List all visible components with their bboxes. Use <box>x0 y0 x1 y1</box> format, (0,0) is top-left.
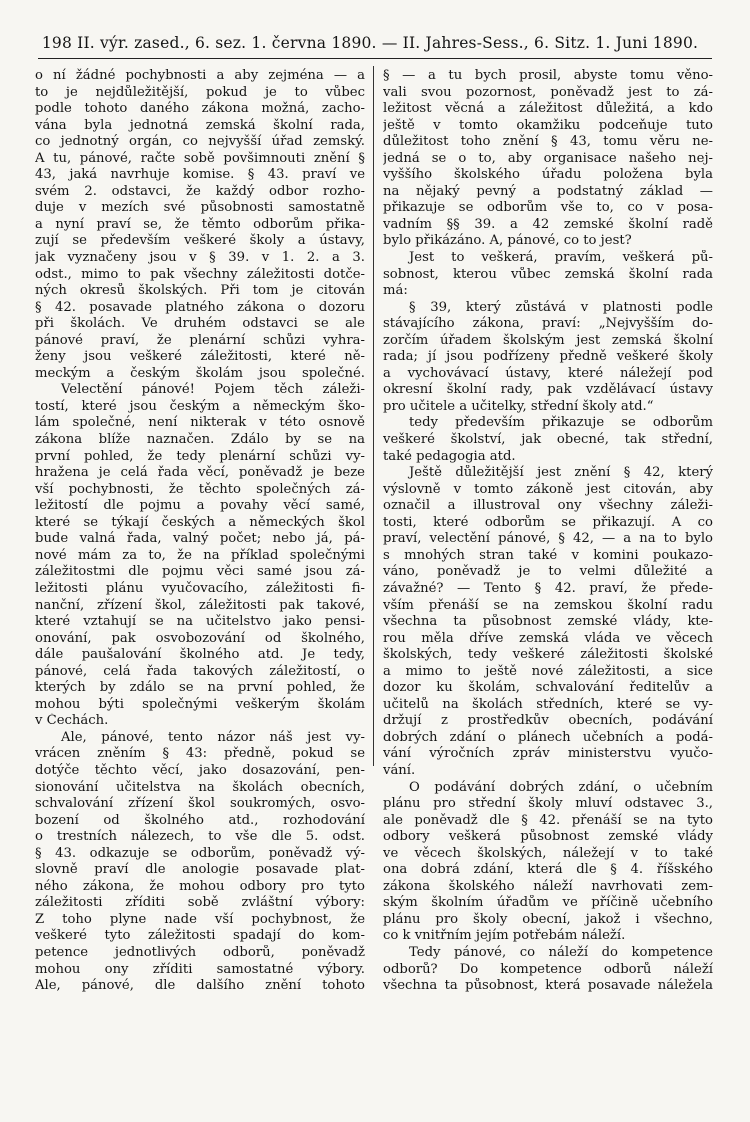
column-divider <box>373 66 374 766</box>
text-line: sionování učitelstva na školách obecních, <box>35 779 365 795</box>
text-line: označil a illustroval ony všechny záleži- <box>383 498 713 514</box>
text-line: zorčím úřadem školským jest zemská školní <box>383 332 713 348</box>
text-line: vání výročních zpráv ministerstvu vyučo- <box>383 746 713 762</box>
text-line: při školách. Ve druhém odstavci se ale <box>35 316 365 332</box>
text-line: ve věcech školských, náležejí v to také <box>383 845 713 861</box>
text-line: přikazuje se odborům vše to, co v posa- <box>383 200 713 216</box>
text-line: držují z prostředkův obecních, podávání <box>383 713 713 729</box>
text-line: závažné? — Tento § 42. praví, že přede- <box>383 580 713 596</box>
text-line: které se týkají českých a německých škol <box>35 514 365 530</box>
text-line: záležitosti zříditi sobě zvláštní výbory: <box>35 895 365 911</box>
text-line: vyššího školského úřadu položena byla <box>383 167 713 183</box>
text-line: zují se především veškeré školy a ústavy, <box>35 233 365 249</box>
text-line: pánové praví, že plenární schůzi vyhra- <box>35 332 365 348</box>
text-line: bylo přikázáno. A, pánové, co to jest? <box>383 233 632 249</box>
text-line: Z toho plyne nade vší pochybnost, že <box>35 911 365 927</box>
text-line: dále paušalování školného atd. Je tedy, <box>35 647 365 663</box>
text-line: vána byla jednotná zemská školní rada, <box>35 117 365 133</box>
text-line: tostí, které jsou českým a německým ško- <box>35 398 365 414</box>
text-line: Ale, pánové, dle dalšího znění tohoto <box>35 978 365 994</box>
text-line: a vychovávací ústavy, které náležejí pod <box>383 365 713 381</box>
text-line: o trestních nálezech, to vše dle 5. odst. <box>35 829 365 845</box>
text-line: stávajícího zákona, praví: „Nejvyšším do- <box>383 316 713 332</box>
text-line: svém 2. odstavci, že každý odbor rozho- <box>35 183 365 199</box>
text-line: zákona školského náleží navrhovati zem- <box>383 878 713 894</box>
text-line: které vztahují se na učitelstvo jako pensi- <box>35 614 365 630</box>
text-line: nanční, zřízení škol, záležitosti pak takové, <box>35 597 365 613</box>
text-line: § 42. posavade platného zákona o dozoru <box>35 299 365 315</box>
text-line: vadním §§ 39. a 42 zemské školní radě <box>383 216 713 232</box>
text-line: podle tohoto daného zákona možná, zacho- <box>35 101 365 117</box>
text-line: duje v mezích své působnosti samostatně <box>35 200 365 216</box>
text-line: také pedagogia atd. <box>383 448 516 464</box>
text-line: učitelů na školách středních, které se vy- <box>383 696 713 712</box>
text-line: § — a tu bych prosil, abyste tomu věno- <box>383 68 713 83</box>
text-line: vali svou pozornost, poněvadž jest to zá- <box>383 84 713 100</box>
text-line: ležitost věcná a záležitost důležitá, a kdo <box>383 101 713 117</box>
text-line: školských, tedy veškeré záležitosti školské <box>383 647 713 663</box>
text-line: rada; jí jsou podřízeny předně veškeré školy <box>383 349 713 365</box>
text-line: onování, pak osvobozování od školného, <box>35 630 365 646</box>
text-line: odst., mimo to pak všechny záležitosti dotče- <box>35 266 365 282</box>
text-line: dozor ku školám, schvalování ředitelův a <box>383 680 713 696</box>
text-line: hražena je celá řada věcí, poněvadž je beze <box>35 465 365 481</box>
text-line: vání. <box>383 762 416 778</box>
text-line: všechna ta působnost zemské vlády, kte- <box>383 614 713 630</box>
text-line: dobrých zdání o plánech učebních a podá- <box>383 729 713 745</box>
text-line: § 43. odkazuje se odborům, poněvadž vý- <box>35 845 365 861</box>
text-line: dotýče těchto věcí, jako dosazování, pen- <box>35 762 365 778</box>
text-line: ale poněvadž dle § 42. přenáší se na tyto <box>383 812 713 828</box>
text-line: plánu pro školy obecní, jakož i všechno, <box>383 911 713 927</box>
text-line: první pohled, že tedy plenární schůzi vy- <box>35 448 365 464</box>
text-line: okresní školní rady, pak vzdělávací ústavy <box>383 382 713 398</box>
text-line: ležitosti plánu vyučovacího, záležitosti fi- <box>35 580 365 596</box>
text-line: co jednotný orgán, co nejvyšší úřad zemský. <box>35 134 365 150</box>
text-line: s mnohých stran také v komini poukazo- <box>383 547 713 563</box>
text-line: a nyní praví se, že těmto odborům přika- <box>35 216 365 232</box>
text-line: to je nejdůležitější, pokud je to vůbec <box>35 84 365 100</box>
text-line: ležitostí dle pojmu a povahy věcí samé, <box>35 498 365 514</box>
text-line: veškeré školství, jak obecné, tak střední, <box>383 432 713 448</box>
text-line: a mimo to ještě nové záležitosti, a sice <box>383 663 713 679</box>
text-line: tedy především přikazuje se odborům <box>409 415 713 431</box>
text-line: § 39, který zůstává v platnosti podle <box>409 299 713 315</box>
text-line: veškeré tyto záležitosti spadají do kom- <box>35 928 365 944</box>
text-line: praví, velectění pánové, § 42, — a na to bylo <box>383 531 713 547</box>
text-line: má: <box>383 283 408 299</box>
text-line: plánu pro střední školy mluví odstavec 3., <box>383 796 713 812</box>
text-line: Velectění pánové! Pojem těch záleži- <box>61 382 365 398</box>
text-line: ským školním úřadům ve příčině učebního <box>383 895 713 911</box>
text-line: petence jednotlivých odborů, poněvadž <box>35 944 365 960</box>
text-line: výslovně v tomto zákoně jest citován, aby <box>383 481 713 497</box>
text-line: odborů? Do kompetence odborů náleží <box>383 961 713 977</box>
text-line: kterých by zdálo se na první pohled, že <box>35 680 365 696</box>
text-line: v Čechách. <box>35 713 109 729</box>
text-line: ženy jsou veškeré záležitosti, které ně- <box>35 349 365 365</box>
text-line: meckým a českým školám jsou společné. <box>35 365 365 381</box>
text-line: ných okresů školských. Při tom je citován <box>35 283 365 299</box>
text-line: Ještě důležitější jest znění § 42, který <box>409 465 713 481</box>
text-line: jak vyznačeny jsou v § 39. v 1. 2. a 3. <box>35 250 365 266</box>
text-line: na nějaký pevný a podstatný základ — <box>383 183 713 199</box>
text-line: pánové, celá řada takových záležitostí, o <box>35 663 365 679</box>
text-line: vší pochybnosti, že těchto společných zá- <box>35 481 365 497</box>
text-line: A tu, pánové, račte sobě povšimnouti znění § <box>35 150 365 166</box>
text-line: váno, poněvadž je to velmi důležité a <box>383 564 713 580</box>
text-line: bude valná řada, valný počet; nebo já, pá- <box>35 531 365 547</box>
text-line: co k vnitřním jejím potřebám náleží. <box>383 928 626 944</box>
text-line: důležitost toho znění § 43, tomu věru ne- <box>383 134 713 150</box>
text-line: pro učitele a učitelky, střední školy atd.“ <box>383 398 654 414</box>
text-line: zákona blíže naznačen. Zdálo by se na <box>35 432 365 448</box>
text-line: ona dobrá zdání, která dle § 4. říšského <box>383 862 713 878</box>
text-line: jedná se o to, aby organisace našeho nej- <box>383 150 713 166</box>
text-line: záležitostmi dle pojmu věci samé jsou zá- <box>35 564 365 580</box>
text-line: všechna ta působnost, která posavade náležela <box>383 978 713 994</box>
right-column <box>383 68 713 995</box>
left-column <box>35 68 365 995</box>
text-line: Jest to veškerá, pravím, veškerá pů- <box>409 250 713 266</box>
text-line: schvalování zřízení škol soukromých, osvo- <box>35 796 365 812</box>
text-line: O podávání dobrých zdání, o učebním <box>409 779 713 795</box>
text-line: rou měla dříve zemská vláda ve věcech <box>383 630 713 646</box>
text-line: vším přenáší se na zemskou školní radu <box>383 597 713 613</box>
running-header: 198 II. výr. zased., 6. sez. 1. června 1890. — II. Jahres-Sess., 6. Sitz. 1. Juni 1890. <box>41 34 699 52</box>
text-line: ještě v tomto okamžiku podceňuje tuto <box>383 117 713 133</box>
text-line: mohou býti společnými veškerým školám <box>35 696 365 712</box>
text-line: sobnost, kterou vůbec zemská školní rada <box>383 266 713 282</box>
text-line: lám společné, není nikterak v této osnově <box>35 415 365 431</box>
text-line: bození od školného atd., rozhodování <box>35 812 365 828</box>
text-line: o ní žádné pochybnosti a aby zejména — a <box>35 68 365 83</box>
text-line: slovně praví dle anologie posavade plat- <box>35 862 365 878</box>
text-line: Ale, pánové, tento názor náš jest vy- <box>61 729 365 745</box>
text-line: 43, jaká navrhuje komise. § 43. praví ve <box>35 167 365 183</box>
text-line: odbory veškerá působnost zemské vlády <box>383 829 713 845</box>
header-rule <box>38 58 712 59</box>
text-line: tosti, které odborům se přikazují. A co <box>383 514 713 530</box>
text-line: Tedy pánové, co náleží do kompetence <box>409 944 713 960</box>
text-line: nové mám za to, že na příklad společnými <box>35 547 365 563</box>
text-line: ného zákona, že mohou odbory pro tyto <box>35 878 365 894</box>
text-line: mohou ony zříditi samostatné výbory. <box>35 961 365 977</box>
text-line: vrácen zněním § 43: předně, pokud se <box>35 746 365 762</box>
